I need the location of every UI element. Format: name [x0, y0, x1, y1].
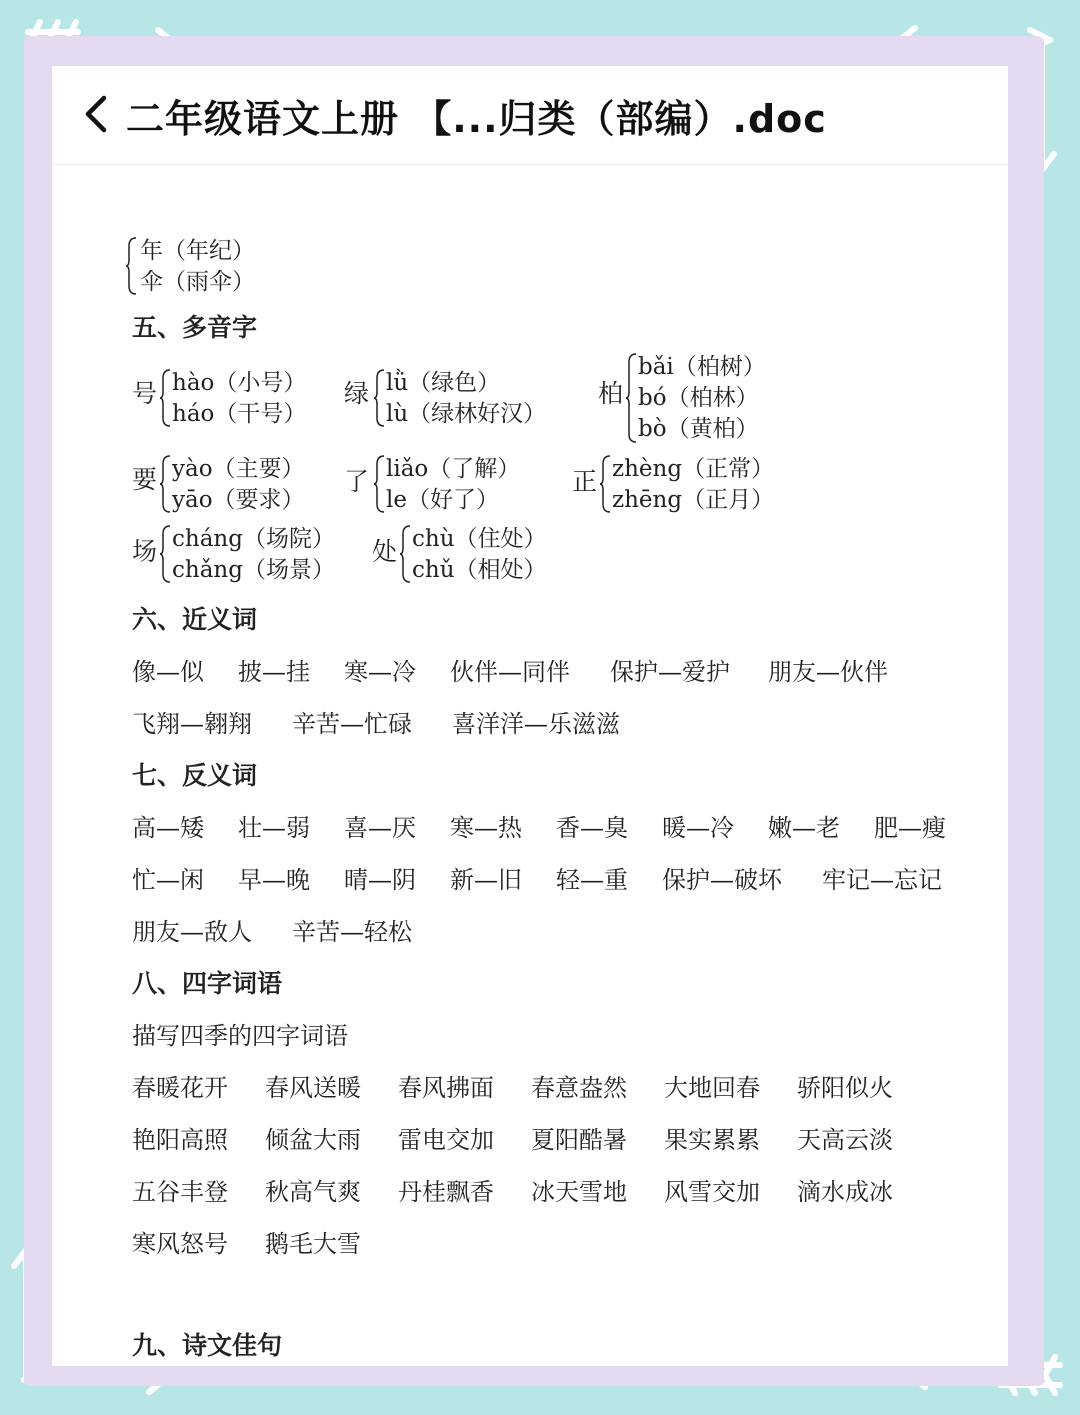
- polyphone-char: 正: [572, 467, 598, 496]
- brace: [160, 524, 172, 584]
- word-pair: 肥—瘦: [874, 814, 946, 842]
- word-pair: 暖—冷: [662, 814, 734, 842]
- polyphone-char: 绿: [344, 379, 370, 408]
- document-viewer: [52, 66, 1008, 1366]
- idiom: 鹅毛大雪: [265, 1230, 361, 1258]
- idiom: 果实累累: [664, 1126, 760, 1154]
- word-pair: 保护—破坏: [662, 866, 782, 894]
- polyphone-char: 柏: [598, 379, 624, 408]
- reading-line: chù（住处）: [412, 526, 547, 552]
- viewer-header: [52, 66, 1008, 165]
- word-pair: 像—似: [132, 658, 204, 686]
- section-title: 七、反义词: [132, 761, 258, 790]
- section-title: 八、四字词语: [132, 969, 283, 998]
- word-pair: 牢记—忘记: [822, 866, 942, 894]
- idiom: 大地回春: [664, 1074, 760, 1102]
- word-pair: 早—晚: [238, 866, 310, 894]
- section-title: 六、近义词: [132, 605, 258, 634]
- idiom: 骄阳似火: [797, 1074, 893, 1102]
- word-pair: 保护—爱护: [610, 658, 730, 686]
- word-row: [132, 652, 888, 687]
- back-arrow-icon[interactable]: [78, 94, 118, 134]
- brace: [374, 454, 386, 514]
- word-pair: 寒—热: [450, 814, 522, 842]
- reading-line: liǎo（了解）: [386, 456, 521, 482]
- idiom: 雷电交加: [398, 1126, 494, 1154]
- word-pair: 轻—重: [556, 866, 628, 894]
- reading-line: bó（柏林）: [638, 385, 759, 411]
- word-pair: 忙—闲: [132, 866, 204, 894]
- idiom: 滴水成冰: [797, 1178, 893, 1206]
- word-pair: 喜洋洋—乐滋滋: [452, 710, 620, 738]
- reading-line: yào（主要）: [172, 456, 305, 482]
- word-row: [132, 808, 946, 843]
- polyphone-char: 场: [132, 537, 158, 566]
- word-pair: 辛苦—忙碌: [292, 710, 412, 738]
- idiom: 天高云淡: [797, 1126, 893, 1154]
- idiom: 春暖花开: [132, 1074, 228, 1102]
- polyphone-char: 处: [372, 537, 398, 566]
- brace: [626, 352, 638, 444]
- word-pair: 喜—厌: [344, 814, 416, 842]
- word-pair: 嫩—老: [768, 814, 840, 842]
- reading-line: zhèng（正常）: [612, 456, 775, 482]
- word-row: [132, 1172, 893, 1207]
- idiom: 丹桂飘香: [398, 1178, 494, 1206]
- word-row: [132, 1120, 893, 1155]
- idiom: 寒风怒号: [132, 1230, 228, 1258]
- polyphone-char: 了: [344, 467, 370, 496]
- section-title: 九、诗文佳句: [132, 1331, 283, 1360]
- word-row: [132, 912, 412, 947]
- idiom: 春风送暖: [265, 1074, 361, 1102]
- idiom: 倾盆大雨: [265, 1126, 361, 1154]
- brace: [400, 524, 412, 584]
- word-pair: 朋友—敌人: [132, 918, 252, 946]
- idiom: 艳阳高照: [132, 1126, 228, 1154]
- polyphone-char: 要: [132, 465, 158, 494]
- reading-line: zhēng（正月）: [612, 487, 775, 513]
- group-line: 伞（雨伞）: [140, 269, 255, 295]
- brace: [160, 454, 172, 514]
- idiom: 春风拂面: [398, 1074, 494, 1102]
- idiom: 秋高气爽: [265, 1178, 361, 1206]
- word-pair: 新—旧: [450, 866, 522, 894]
- reading-line: bǎi（柏树）: [638, 354, 766, 380]
- polyphone-char: 号: [132, 379, 158, 408]
- reading-line: hào（小号）: [172, 370, 307, 396]
- section-title: 五、多音字: [132, 313, 258, 342]
- word-pair: 香—臭: [556, 814, 628, 842]
- reading-line: chǔ（相处）: [412, 557, 547, 583]
- brace: [160, 368, 172, 428]
- reading-line: cháng（场院）: [172, 526, 335, 552]
- reading-line: bò（黄柏）: [638, 416, 759, 442]
- word-pair: 飞翔—翱翔: [132, 710, 252, 738]
- word-pair: 伙伴—同伴: [450, 658, 570, 686]
- idiom: 冰天雪地: [531, 1178, 627, 1206]
- reading-line: yāo（要求）: [172, 487, 305, 513]
- word-pair: 披—挂: [238, 658, 310, 686]
- word-pair: 寒—冷: [344, 658, 416, 686]
- word-pair: 朋友—伙伴: [768, 658, 888, 686]
- document-title: 二年级语文上册 【...归类（部编）.doc: [126, 97, 827, 141]
- word-pair: 辛苦—轻松: [292, 918, 412, 946]
- word-row: [132, 1224, 361, 1259]
- brace: [374, 368, 386, 428]
- idiom: 春意盎然: [531, 1074, 627, 1102]
- word-pair: 晴—阴: [344, 866, 416, 894]
- idiom: 风雪交加: [664, 1178, 760, 1206]
- word-pair: 壮—弱: [238, 814, 310, 842]
- word-pair: 高—矮: [132, 814, 204, 842]
- brace: [600, 454, 612, 514]
- reading-line: chǎng（场景）: [172, 557, 335, 583]
- reading-line: le（好了）: [386, 487, 499, 513]
- word-row: [132, 1068, 893, 1103]
- brace: [126, 236, 138, 296]
- group-line: 年（年纪）: [140, 238, 255, 264]
- section-subtitle: 描写四季的四字词语: [132, 1022, 348, 1050]
- reading-line: lù（绿林好汉）: [386, 401, 547, 427]
- reading-line: lǜ（绿色）: [386, 370, 501, 396]
- idiom: 五谷丰登: [132, 1178, 228, 1206]
- reading-line: háo（干号）: [172, 401, 307, 427]
- word-row: [132, 704, 620, 739]
- idiom: 夏阳酷暑: [531, 1126, 627, 1154]
- word-row: [132, 860, 942, 895]
